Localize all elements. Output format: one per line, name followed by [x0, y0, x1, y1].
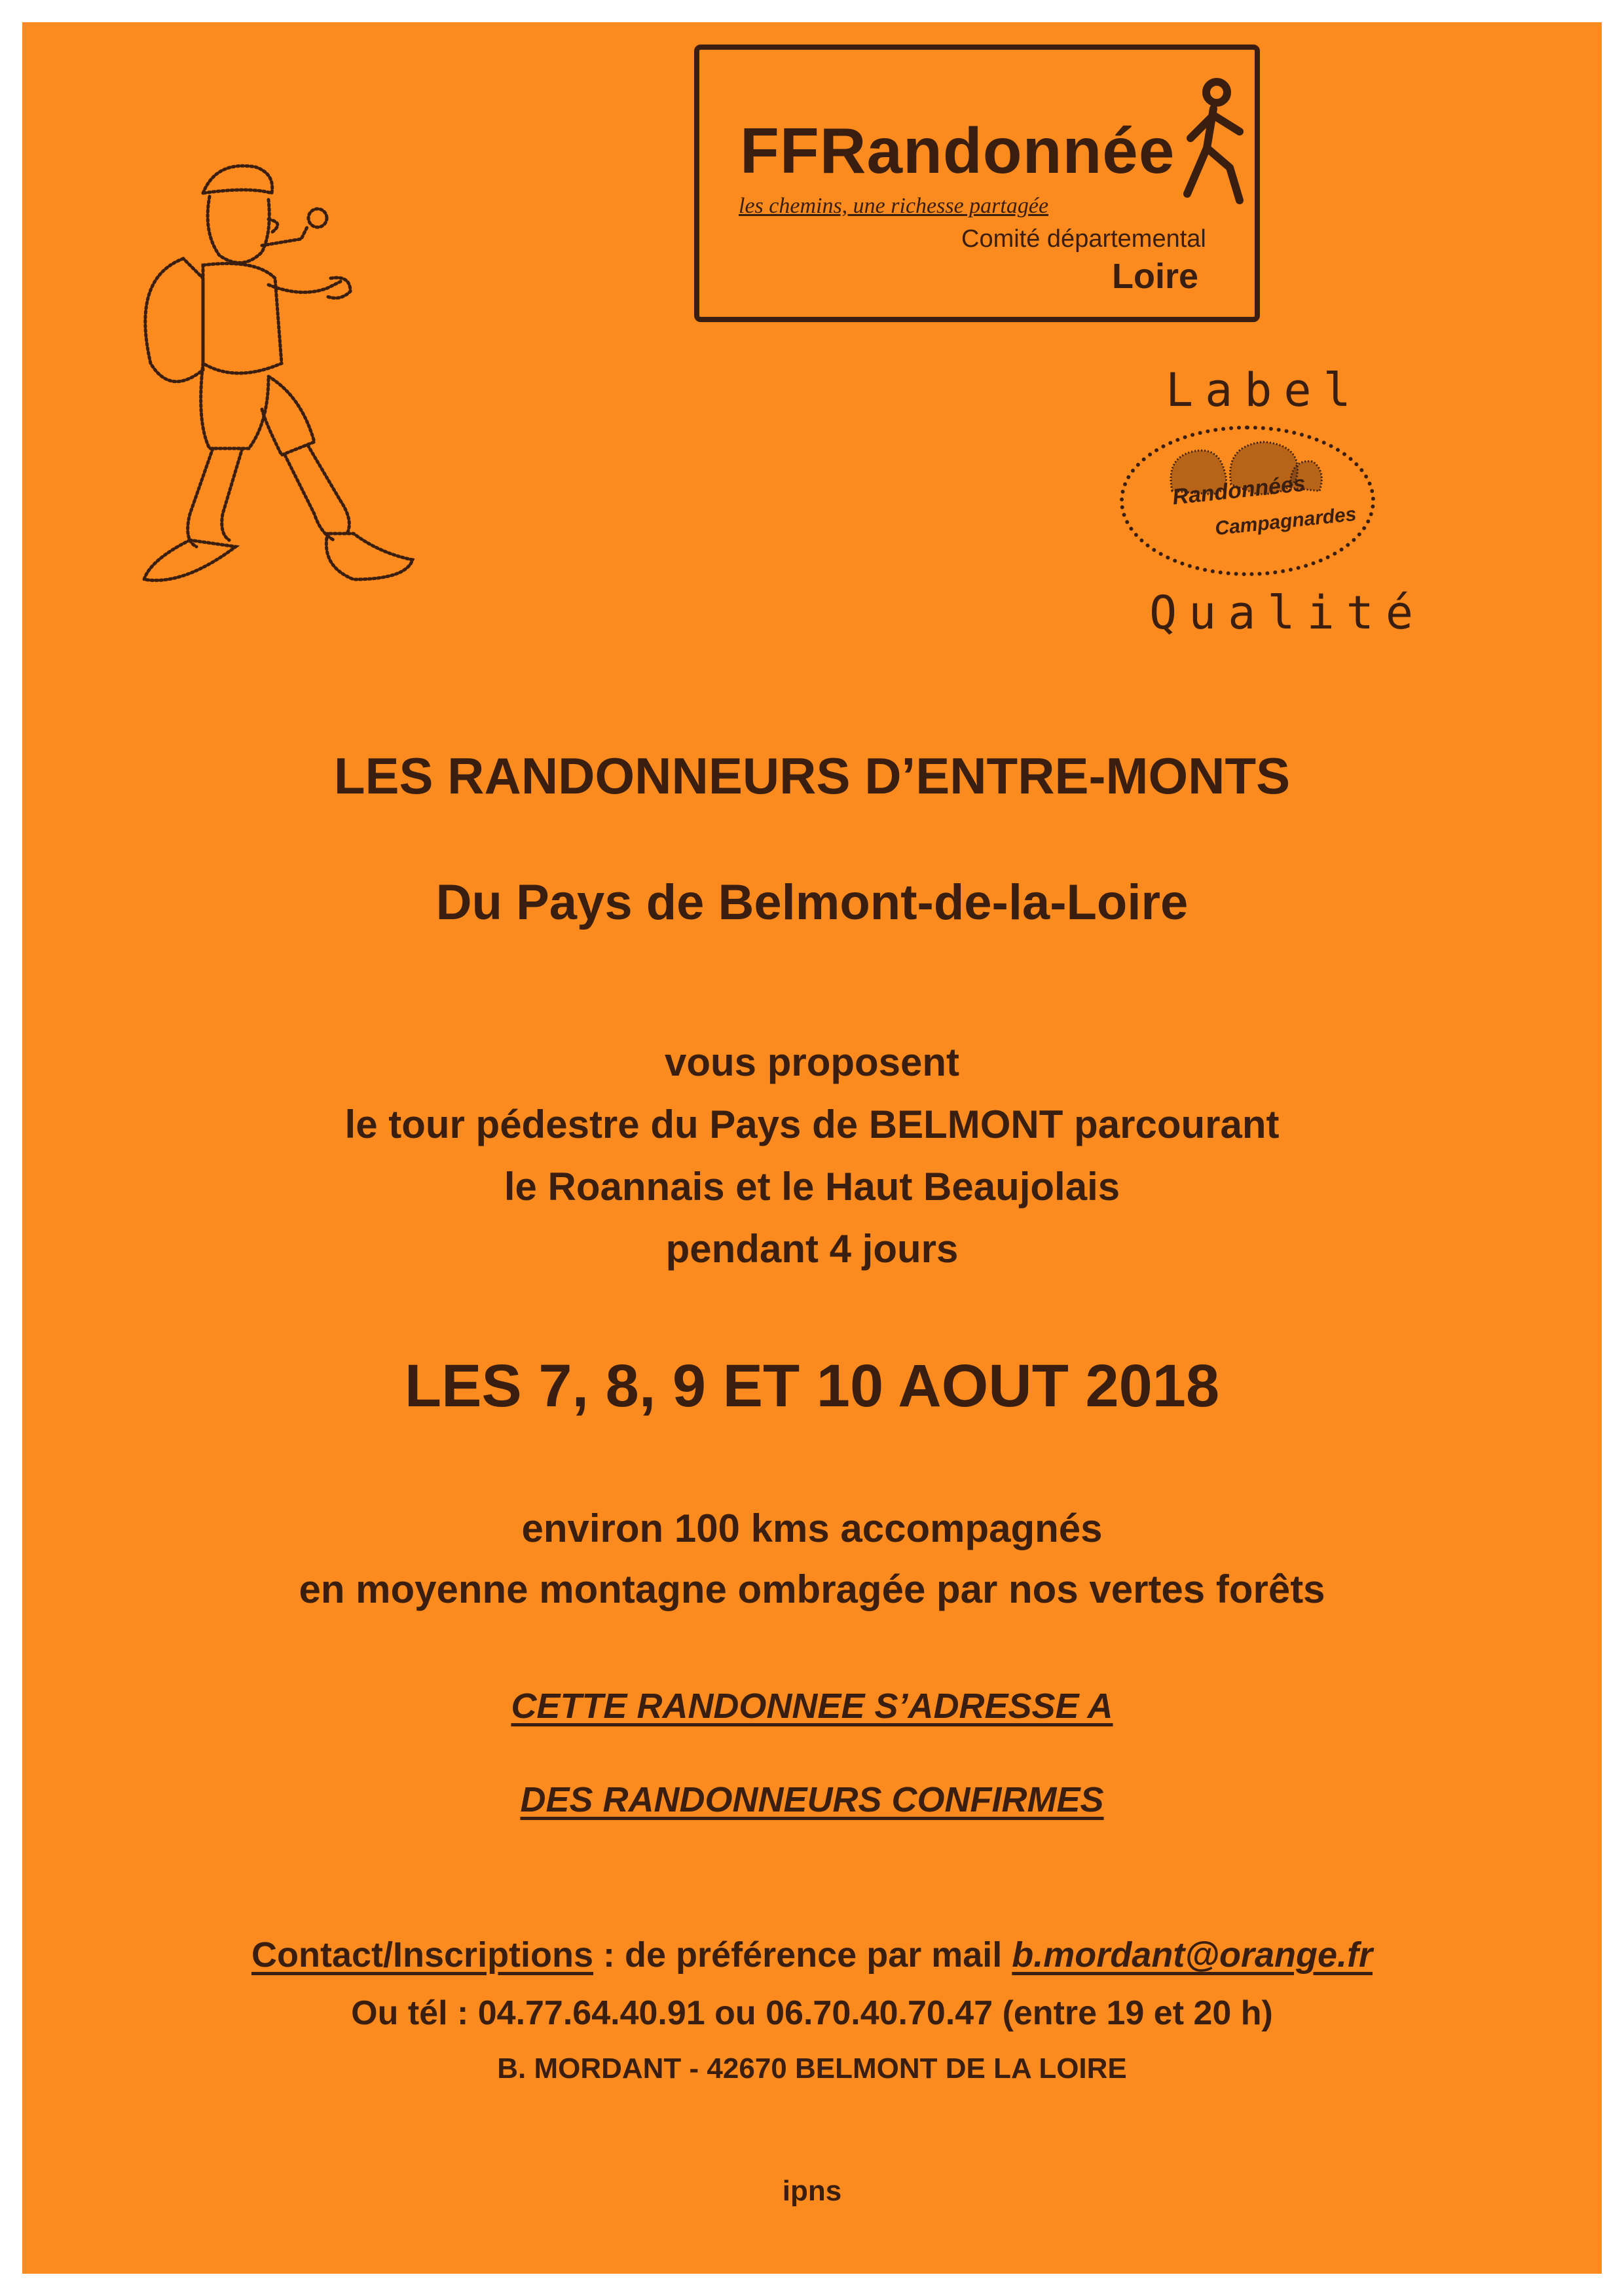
- label-qualite-stamp: [1074, 354, 1426, 655]
- intro-line-3: le Roannais et le Haut Beaujolais: [504, 1165, 1120, 1209]
- event-dates: LES 7, 8, 9 ET 10 AOUT 2018: [404, 1353, 1220, 1419]
- details-line-1: environ 100 kms accompagnés: [521, 1506, 1103, 1550]
- intro-line-1: vous proposent: [664, 1040, 960, 1084]
- ffrandonnee-logo: [694, 45, 1260, 322]
- label-bottom-text: Qualité: [1149, 586, 1426, 640]
- details-line-2: en moyenne montagne ombragée par nos vertes forêts: [299, 1567, 1325, 1611]
- label-inner-line-2: Campagnardes: [1213, 503, 1357, 540]
- contact-address: B. MORDANT - 42670 BELMONT DE LA LOIRE: [497, 2052, 1127, 2085]
- intro-line-4: pendant 4 jours: [665, 1227, 959, 1271]
- contact-phone-line: Ou tél : 04.77.64.40.91 ou 06.70.40.70.47 (entre 19 et 20 h): [351, 1994, 1273, 2032]
- logo-tagline: les chemins, une richesse partagée: [739, 194, 1049, 218]
- page-subtitle: Du Pays de Belmont-de-la-Loire: [435, 875, 1189, 930]
- contact-email-link[interactable]: b.mordant@orange.fr: [1012, 1935, 1373, 1975]
- hiker-illustration-icon: [105, 147, 432, 606]
- page-title: LES RANDONNEURS D’ENTRE-MONTS: [333, 747, 1291, 805]
- contact-label: Contact/Inscriptions: [251, 1935, 594, 1975]
- walker-icon: [1177, 76, 1249, 207]
- logo-committee: Comité départemental: [961, 225, 1206, 253]
- logo-region: Loire: [1112, 257, 1199, 296]
- footer-ipns: ipns: [782, 2175, 842, 2207]
- warning-line-1: CETTE RANDONNEE S’ADRESSE A: [511, 1686, 1113, 1726]
- logo-brand: FFRandonnée: [740, 115, 1175, 187]
- label-top-text: Label: [1166, 363, 1363, 417]
- intro-line-2: le tour pédestre du Pays de BELMONT parcourant: [344, 1102, 1280, 1146]
- warning-line-2: DES RANDONNEURS CONFIRMES: [520, 1780, 1104, 1819]
- label-inner-line-1: Randonnées: [1171, 471, 1307, 510]
- contact-line: [0, 1935, 1624, 1975]
- contact-text: : de préférence par mail: [593, 1935, 1012, 1975]
